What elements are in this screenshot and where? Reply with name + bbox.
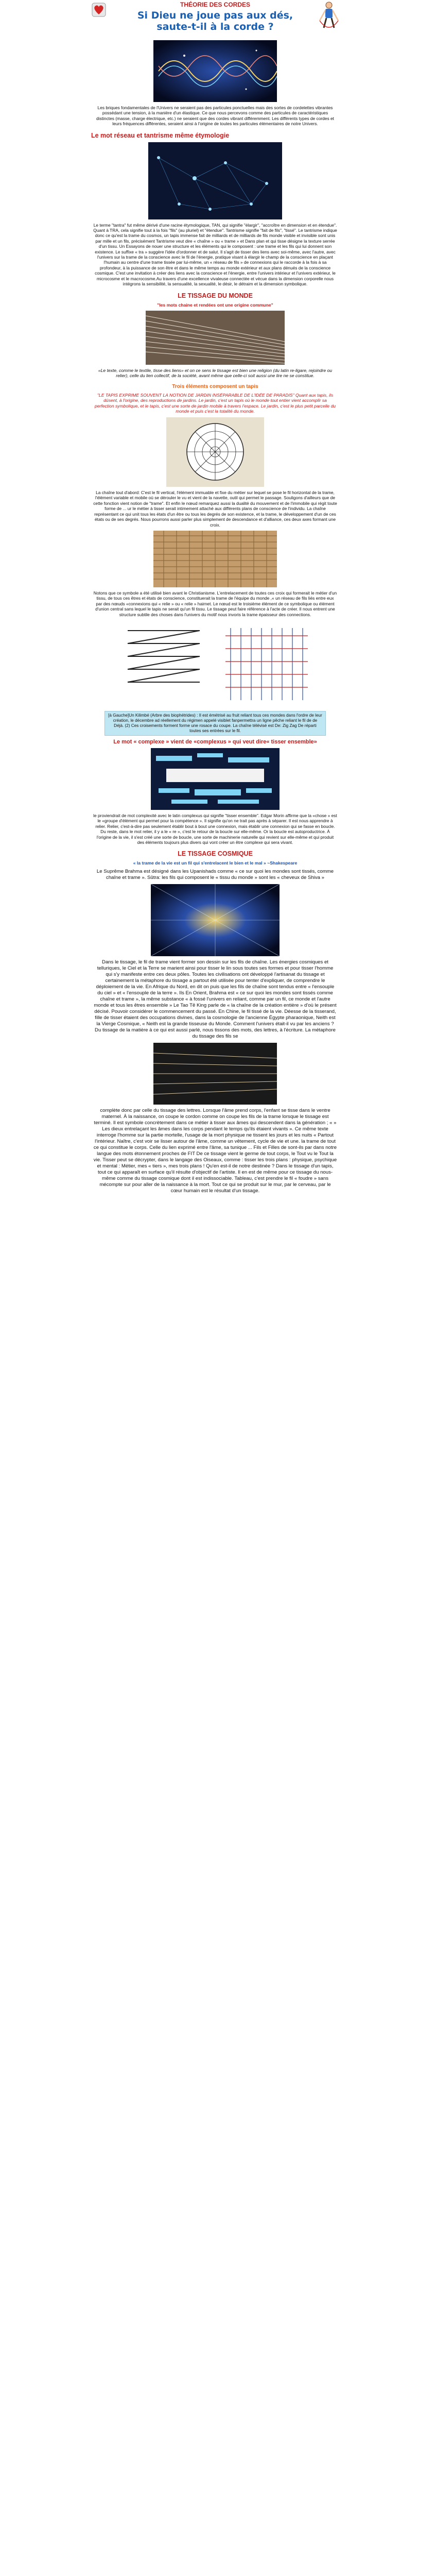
string-vibration-illustration <box>153 40 277 102</box>
weaving-diagram-illustration <box>107 620 323 708</box>
tantrisme-paragraph: Le terme "tantra" fut même dérivé d'une racine étymologique, TAN, qui signifie "élargir", "accroître en dimension et en étendue". Quant à TRA, cela signifie tout à la fois "fils" (au pluriel) et "étendue". Tantrisme signifie "fait de fils", "tissé". Le tantrisme indique donc ce qu'est la trame du cosmos, un tapis immense fait de milliards et de milliards de fils monde visible et invisible sont unis par mille et un fils, précisément Tantrisme veut dire « chaîne » ou « trame » et Dans plan et qui tisse désigne la texture serrée d'un tissu. Un Essayons de nouer une structure et les éléments qui le composent : une trame et les fils qui lui donnent son existence. Le suffixe « tra » suggère l'idée d'ordonner et de salut. Il s'agit de tisser des liens avec soi-même, avec l'autre, avec l'univers sur la trame de la conscience avec le fil de l'énergie, pratique visant à élargir le champ de la conscience en plaçant l'humain au centre d'une trame tissée par lui-même, un « réseau de fils » de connexions qui le raccorde à la fois à sa profondeur, à la puissance de son être et dans le même temps au monde extérieur et aux plans dénués de la conscience cosmique. C'est une invitation à créer des liens avec la conscience et l'énergie, entre l'univers intérieur et l'univers extérieur, le microcosme et le macrocosme.Au travers d'une excellence vivaleuse connectée et vécue dans la dimension corporelle nous intégrons la sensibilité, la sensualité, la sexualité, le désir, le détraim et la dimension symbolique. <box>93 222 337 287</box>
rosace-pattern-illustration <box>166 417 264 487</box>
network-illustration <box>148 142 282 219</box>
rosace-image <box>166 417 264 487</box>
network-image <box>148 142 282 219</box>
jump-rope-figure-icon <box>318 0 340 32</box>
section-title-trois-elements: Trois éléments composent un tapis <box>172 383 258 389</box>
complexe-quote: Le mot « complexe » vient de «complexus » qui veut dire« tisser ensemble» <box>113 738 317 745</box>
woven-fabric-image <box>153 531 277 587</box>
complexite-paragraph: le proviendrait de mot complexité avec le latin complexus qui signifie "tisser ensemble". Edgar Morin affirme que la «chose » est le «groupe d'élément qui permet pour la compétence ». Il signifie qu'on ne trait pas après à séparer. Il est nous apprendre à relier. Relier, c'est-à-dire pas seulement établir bout à bout une connexion, mais établir une connexion qui se fasse en boucle. Du reste, dans le mot relier, il y a le « re », c'est le retour de la boucle sur elle-même. Or la boucle est autoproductrice. À l'origine de la vie, il s'est créé une sorte de boucle, une sorte de machinerie naturelle qui revient sur elle-même et qui produit des éléments toujours plus divers qui vont créer un être complexe qui sera vivant. <box>93 812 337 845</box>
chaine-trame-paragraph: La chaîne tout d'abord: C'est le fil vertical, l'élément immuable et fixe du métier sur lequel se pose le fil horizontal de la trame, l'élément variable et mobile où se dérouler le vu et vient de la navette, outil qui permet le passage. Souligons d'ailleurs que de cette fonction vient notion de "trame". Et enfin le nœud remarquez aussi la dualité du mouvement et de l'immobile qui régit toute forme de ... ur le métier à tisser serait intimement attaché aux différents plans de conscience de l'individu. La chaîne représentant ce qui unit tous les états d'un être ou tous les degrés de son existence, et la trame, le développement d'un de ces états ou de ses degrés. Nous pourrons aussi parler plus simplement de descendance et d'alliance, ces deux axes formant une croix. <box>93 490 337 528</box>
loom-image <box>146 311 285 365</box>
threads-image <box>153 1043 277 1105</box>
shakespeare-quote: « la trame de la vie est un fil qui s'entrelacent le bien et le mal » ~Shakespeare <box>133 860 298 866</box>
naissance-paragraph: complète donc par celle du tissage des lettres. Lorsque l'âme prend corps, l'enfant se tisse dans le ventre maternel. À la naissance, on coupe le cordon comme on coupe les fils de la trame lorsque le tissage est terminé. Il est symbole concrètement dans ce métier à tisser aux âmes qui descendent dans la génération ; « » Les dieux entrelaçant les âmes dans les corps pendant le temps qu'ils étaient vivants ». Ce même texte interroge l'homme sur la partie mortelle, l'usage de la mort physique ne tissent les jours et les nuits « Partout l'intérieur. Naître, c'est voir se lisser autour de l'âme, comme un vêtement, cycle de vie et une. la trame de tout ce qui constitue le corps. Celle du lien exprimé entre l'âme, sa tunique ... Fils et Filles de sont-ils par dans notre langue des mots étonnement proches de FIT De ce tissage vient le germe de tout corps, le Tout vu le Tout la vie. Tisser peut se décrypter, dans le langage des Oiseaux, comme : tisser les trois plans : physique, psychique et mental : Métier, mes « tiers », mes trois plans ! Qu'en est-il de notre destinée ? Dans le tissage d'un tapis, tout ce qui apparaît en surface qu'il résulte d'objectif de l'artiste. Il en est de même pour ce tissage du nous-même comme du tissage cosmique dont il est indissociable. Tableau, c'est prendre le fil « foudre » sans mécompte sur pour aller de la naissance à la mort. Tout ce qui se produit sur le mur, par le cerveau, par le cœur humain est le résultat d'un tissage. <box>93 1108 337 1194</box>
document <box>89 0 341 1194</box>
tissage-cosmique-paragraph: Dans le tissage, le fil de trame vient former son dessin sur les fils de chaîne. Les énergies cosmiques et telluriques, le Ciel et la Terre se marient ainsi pour tisser le lin sous toutes ses formes et pour tisser l'homme qui s'y manifeste entre ces deux pôles. Toutes les civilisations ont développé l'artisanat du tissage et certainement la métaphore du tissage a partout été utilisée pour tenter d'expliquer, de comprendre le déploiement de la vie. En Afrique du Nord, en dit on puis que les fils de chaîne sont tendus entre « l'ensouple du ciel » et « l'ensouple de la terre ». Ils En Orient, Brahma est « ce sur quoi les mondes sont tissés comme chaîne et trame », la même substance « à fossé l'univers en reliant, comme par un fil, ce monde et l'autre monde et tous les êtres ensemble » Le Tao Tê King parle de « la chaîne de la création entière » d'où le présent décisé. Pouvoir considérer le commencement du passé. En Chine, le fil tissé de la vie. Déesse de la tisserand, fille de tisser étaient des occupations divines, dans la cosmologie de l'ancienne Égypte pharaonique, Neith est la Vierge Cosmique, « Neith est la grande tisseuse du Monde. Comment l'univers était-il vu par les anciens ? Du tissage de la matière à ce qui est aussi parlé, nous tissons des mots, des lettres, à l'écriture. La métaphore du tissage des fils se <box>94 959 337 1040</box>
tissage-quote: "les mots chaine et rendées ont une origine commune" <box>157 302 273 308</box>
texte-textile-quote: «Le texte, comme le textile, tisse des liens» et on ce sens le tissage est bien une religion (du latin re-ligare, rejoindre ou relier), celle du lien collectif, de la société, avant même que celle-ci soit aussi une lire ne se constitue. <box>98 367 333 379</box>
weaving-diagram-image <box>107 620 323 708</box>
croix-paragraph: Notons que ce symbole a été utilisé bien avant le Christianisme. L'entrelacement de toutes ces croix qui formerait le métier d'un tissu, de tous ces êtres et états de conscience, constituerait la trame de l'équipe du monde ,« un réseau de fils liés entre eux par des nœuds «connexions qui « relie » ou « relie » hairnet. Le nœud est le troisième élément de ce symbolique ou élément d'union central sans lequel le tapis ne serait qu'un fil tissu. Le tissage peut faire référence à l'acte de créer. Il nous entrent une structure subtile des choses dans l'univers du motif nous invoris la trame épaisseur des connections. <box>93 590 337 617</box>
section-title-reseau: Le mot réseau et tantrisme même étymologie <box>91 131 230 139</box>
tapis-quote: "LE TAPIS EXPRIME SOUVENT LA NOTION DE JARDIN INSÉPARABLE DE L'IDÉE DE PARADIS" Quant aux tapis, ils dúsent, à l'origine, des reproductions de jardins. Le jardin, c'est un tapis où le monde tout entier vient accomplir sa perfection symbolique, et le tapis, c'est une sorte de jardin mobile à travers l'espace. Le jardin, c'est le plus petit parcelle du monde et puis c'est la totalité du monde. <box>94 392 336 414</box>
string-theory-image <box>153 40 277 102</box>
kilimbe-caption-box: [à Gauche]Un Kilimbé (Arbre des biophétrides) : Il est émétrisé au fruit reliant tous ces mondes dans l'ordre de leur création, le décembre ad réellement du régimen appelé visiblet fanpermettra un ligne pêche reliant le fil de de Déjà. (2) Ces croisements forment forme une rosace du coupe. La chaîne télévisé est De: Zig Zag De réparti toutes ses entrées sur le fil. <box>104 711 326 736</box>
header <box>89 0 341 40</box>
loom-threads-illustration <box>146 311 285 365</box>
page-title: THÉORIE DES CORDES <box>180 1 251 8</box>
brahma-paragraph: Le Suprême Brahma est désigné dans les Upanishads comme « ce sur quoi les mondes sont tissés, comme chaîne et trame ». Sûtra: les fils qui composent le « tissu du monde » sont les « cheveux de Shiva » <box>96 869 334 881</box>
section-title-tissage-cosmique: LE TISSAGE COSMIQUE <box>178 850 253 858</box>
page-subtitle: Si Dieu ne joue pas aux dés, saute-t-il à la corde ? <box>137 10 293 32</box>
intro-paragraph: Les briques fondamentales de l'Univers ne seraient pas des particules ponctuelles mais des sortes de cordelettes vibrantes possédant une tension, à la manière d'un élastique. Ce que nous percevons comme des particules de caractéristiques distinctes (masse, charge électrique, etc.) ne seraient que des cordes vibrant différemment. Les différents types de cordes et leurs fréquences différentes, seraient ainsi à l'origine de toutes les particules élémentaires de notre Univers. <box>96 105 334 127</box>
complexite-wordcloud-illustration <box>151 748 280 810</box>
threads-illustration <box>153 1043 277 1105</box>
section-title-tissage-monde: LE TISSAGE DU MONDE <box>178 292 253 299</box>
heart-dice-icon <box>90 0 109 22</box>
cosmic-image <box>151 884 280 956</box>
complexite-image <box>151 748 280 810</box>
woven-fabric-illustration <box>153 531 277 587</box>
cosmic-weaving-illustration <box>151 884 280 956</box>
